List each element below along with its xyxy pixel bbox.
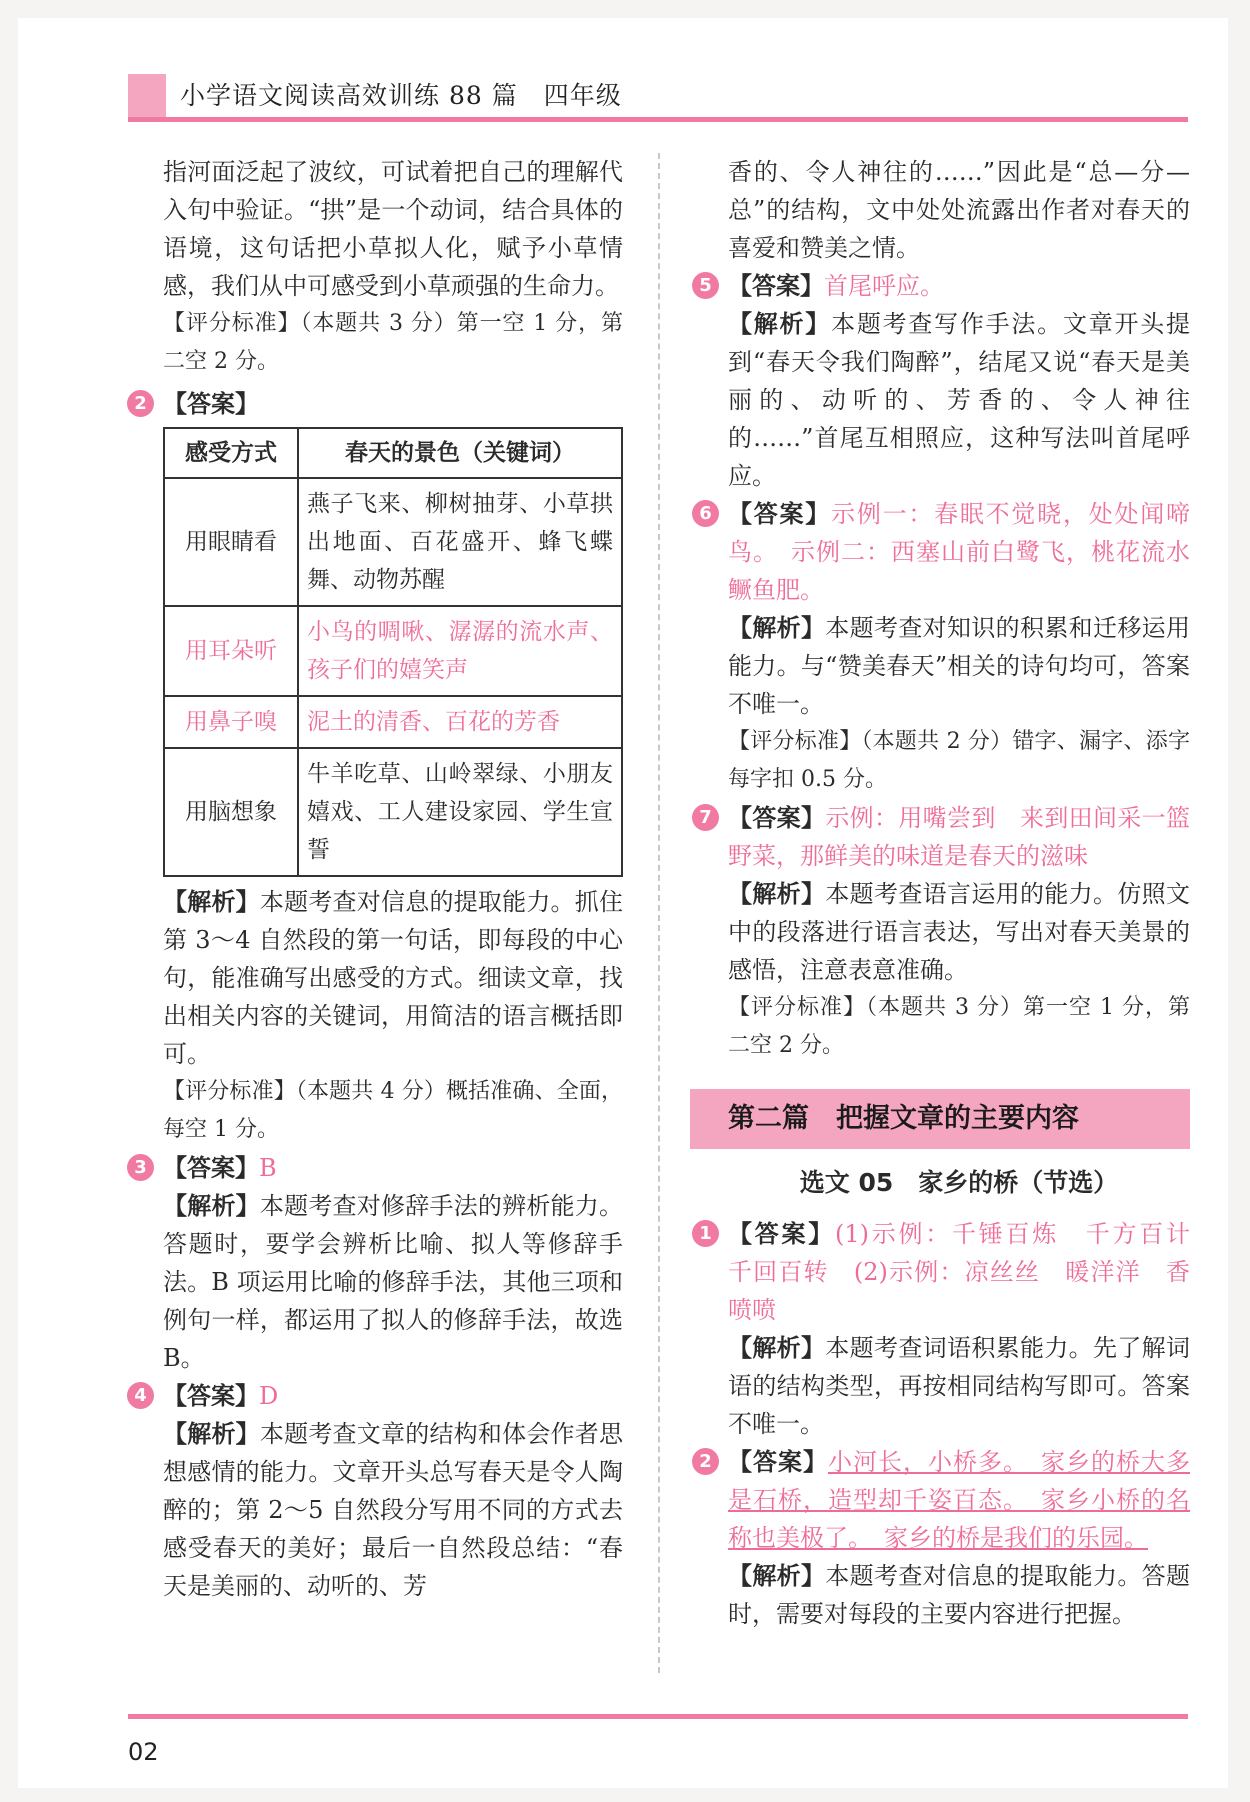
answer-label: 【答案】 <box>728 1447 828 1476</box>
analysis-text: 本题考查文章的结构和体会作者思想感情的能力。文章开头总写春天是令人陶醉的；第 2～5 自然段分写用不同的方式去感受春天的美好；最后一自然段总结：“春天是美丽的、动听的、芳 <box>163 1420 624 1600</box>
footer-rule <box>128 1714 1188 1719</box>
section-banner: 第二篇 把握文章的主要内容 <box>690 1089 1190 1149</box>
answer-label: 【答案】 <box>163 1381 259 1410</box>
analysis-label: 【解析】 <box>163 1419 260 1448</box>
q1-score-criteria: 【评分标准】（本题共 3 分）第一空 1 分，第二空 2 分。 <box>163 311 623 374</box>
analysis-text: 本题考查对信息的提取能力。答题时，需要对每段的主要内容进行把握。 <box>728 1562 1191 1628</box>
table-cell-way: 用耳朵听 <box>164 606 298 696</box>
table-header-scene: 春天的景色（关键词） <box>298 428 622 478</box>
question-3 <box>134 1149 624 1377</box>
analysis-label: 【解析】 <box>163 1191 260 1220</box>
question-5 <box>699 267 1191 495</box>
table-cell-way: 用眼睛看 <box>164 478 298 606</box>
analysis-text: 本题考查对信息的提取能力。抓住第 3～4 自然段的第一句话，即每段的中心句，能准确写出感受的方式。细读文章，找出相关内容的关键词，用简洁的语言概括即可。 <box>163 888 624 1068</box>
question-number-badge: 3 <box>127 1154 154 1181</box>
left-column <box>134 153 624 1605</box>
answer-text: 首尾呼应。 <box>824 272 944 300</box>
score-criteria: 【评分标准】（本题共 4 分）概括准确、全面，每空 1 分。 <box>163 1079 623 1142</box>
table-cell-way: 用脑想象 <box>164 748 298 876</box>
analysis-label: 【解析】 <box>163 887 260 916</box>
score-criteria: 【评分标准】（本题共 2 分）错字、漏字、添字每字扣 0.5 分。 <box>728 729 1190 792</box>
q1-analysis-continued: 指河面泛起了波纹，可试着把自己的理解代入句中验证。“拱”是一个动词，结合具体的语境，这句话把小草拟人化，赋予小草情感，我们从中可感受到小草顽强的生命力。 <box>163 158 623 300</box>
right-column <box>699 153 1214 1633</box>
header-color-block <box>128 74 166 118</box>
header-rule <box>128 117 1188 122</box>
answer-label: 【答案】 <box>728 271 824 300</box>
analysis-text: 本题考查语言运用的能力。仿照文中的段落进行语言表达，写出对春天美景的感悟，注意表意准确。 <box>728 880 1191 984</box>
table-row <box>164 748 622 876</box>
question-number-badge: 7 <box>692 804 719 831</box>
answer-label: 【答案】 <box>163 1153 259 1182</box>
analysis-label: 【解析】 <box>728 309 832 338</box>
table-row <box>164 696 622 748</box>
analysis-text: 本题考查写作手法。文章开头提到“春天令我们陶醉”，结尾又说“春天是美丽的、动听的、芳香的、令人神往的……”首尾互相照应，这种写法叫首尾呼应。 <box>728 310 1191 490</box>
question-4 <box>134 1377 624 1605</box>
article5-question-2 <box>699 1443 1191 1633</box>
question-7 <box>699 799 1191 1065</box>
analysis-label: 【解析】 <box>728 879 826 908</box>
table-cell-scene: 泥土的清香、百花的芳香 <box>298 696 622 748</box>
table-header-way: 感受方式 <box>164 428 298 478</box>
q4-analysis-continued: 香的、令人神往的……”因此是“总—分—总”的结构，文中处处流露出作者对春天的喜爱和赞美之情。 <box>728 158 1190 262</box>
article5-question-1 <box>699 1215 1214 1443</box>
answer-label: 【答案】 <box>728 803 826 832</box>
answer-text: B <box>259 1154 277 1182</box>
analysis-text: 本题考查对修辞手法的辨析能力。答题时，要学会辨析比喻、拟人等修辞手法。B 项运用比喻的修辞手法，其他三项和例句一样，都运用了拟人的修辞手法，故选 B。 <box>163 1192 624 1372</box>
table-cell-scene: 小鸟的啁啾、潺潺的流水声、孩子们的嬉笑声 <box>298 606 622 696</box>
question-number-badge: 6 <box>692 500 719 527</box>
table-row <box>164 478 622 606</box>
book-title: 小学语文阅读高效训练 88 篇 四年级 <box>180 81 622 110</box>
article-title: 选文 05 家乡的桥（节选） <box>799 1168 1119 1197</box>
question-2 <box>134 385 624 1149</box>
table-cell-scene: 燕子飞来、柳树抽芽、小草拱出地面、百花盛开、蜂飞蝶舞、动物苏醒 <box>298 478 622 606</box>
table-cell-way: 用鼻子嗅 <box>164 696 298 748</box>
answer-label: 【答案】 <box>728 1219 835 1248</box>
answer-text: D <box>259 1382 279 1410</box>
question-number-badge: 4 <box>127 1382 154 1409</box>
question-number-badge: 2 <box>127 390 154 417</box>
answer-table <box>163 427 623 877</box>
answer-text: 示例一：春眠不觉晓，处处闻啼鸟。 示例二：西塞山前白鹭飞，桃花流水鳜鱼肥。 <box>728 500 1191 604</box>
analysis-label: 【解析】 <box>728 613 826 642</box>
table-cell-scene: 牛羊吃草、山岭翠绿、小朋友嬉戏、工人建设家园、学生宣誓 <box>298 748 622 876</box>
answer-text: 示例：用嘴尝到 来到田间采一篮野菜，那鲜美的味道是春天的滋味 <box>728 804 1191 870</box>
analysis-text: 本题考查对知识的积累和迁移运用能力。与“赞美春天”相关的诗句均可，答案不唯一。 <box>728 614 1191 718</box>
answer-label: 【答案】 <box>163 389 259 418</box>
answer-label: 【答案】 <box>728 499 832 528</box>
question-number-badge: 2 <box>692 1448 719 1475</box>
answer-text: 小河长，小桥多。 家乡的桥大多是石桥，造型却千姿百态。 家乡小桥的名称也美极了。 家乡的桥是我们的乐园。 <box>728 1448 1190 1552</box>
question-number-badge: 1 <box>692 1220 719 1247</box>
table-header-row <box>164 428 622 478</box>
column-divider <box>658 153 660 1673</box>
table-row <box>164 606 622 696</box>
answer-page <box>18 18 1228 1788</box>
page-number: 02 <box>128 1738 159 1766</box>
analysis-label: 【解析】 <box>728 1561 826 1590</box>
analysis-label: 【解析】 <box>728 1333 826 1362</box>
answer-text: (1)示例：千锤百炼 千方百计 千回百转 (2)示例：凉丝丝 暖洋洋 香喷喷 <box>728 1220 1214 1324</box>
question-6 <box>699 495 1191 799</box>
score-criteria: 【评分标准】（本题共 3 分）第一空 1 分，第二空 2 分。 <box>728 995 1190 1058</box>
question-number-badge: 5 <box>692 272 719 299</box>
analysis-text: 本题考查词语积累能力。先了解词语的结构类型，再按相同结构写即可。答案不唯一。 <box>728 1334 1191 1438</box>
